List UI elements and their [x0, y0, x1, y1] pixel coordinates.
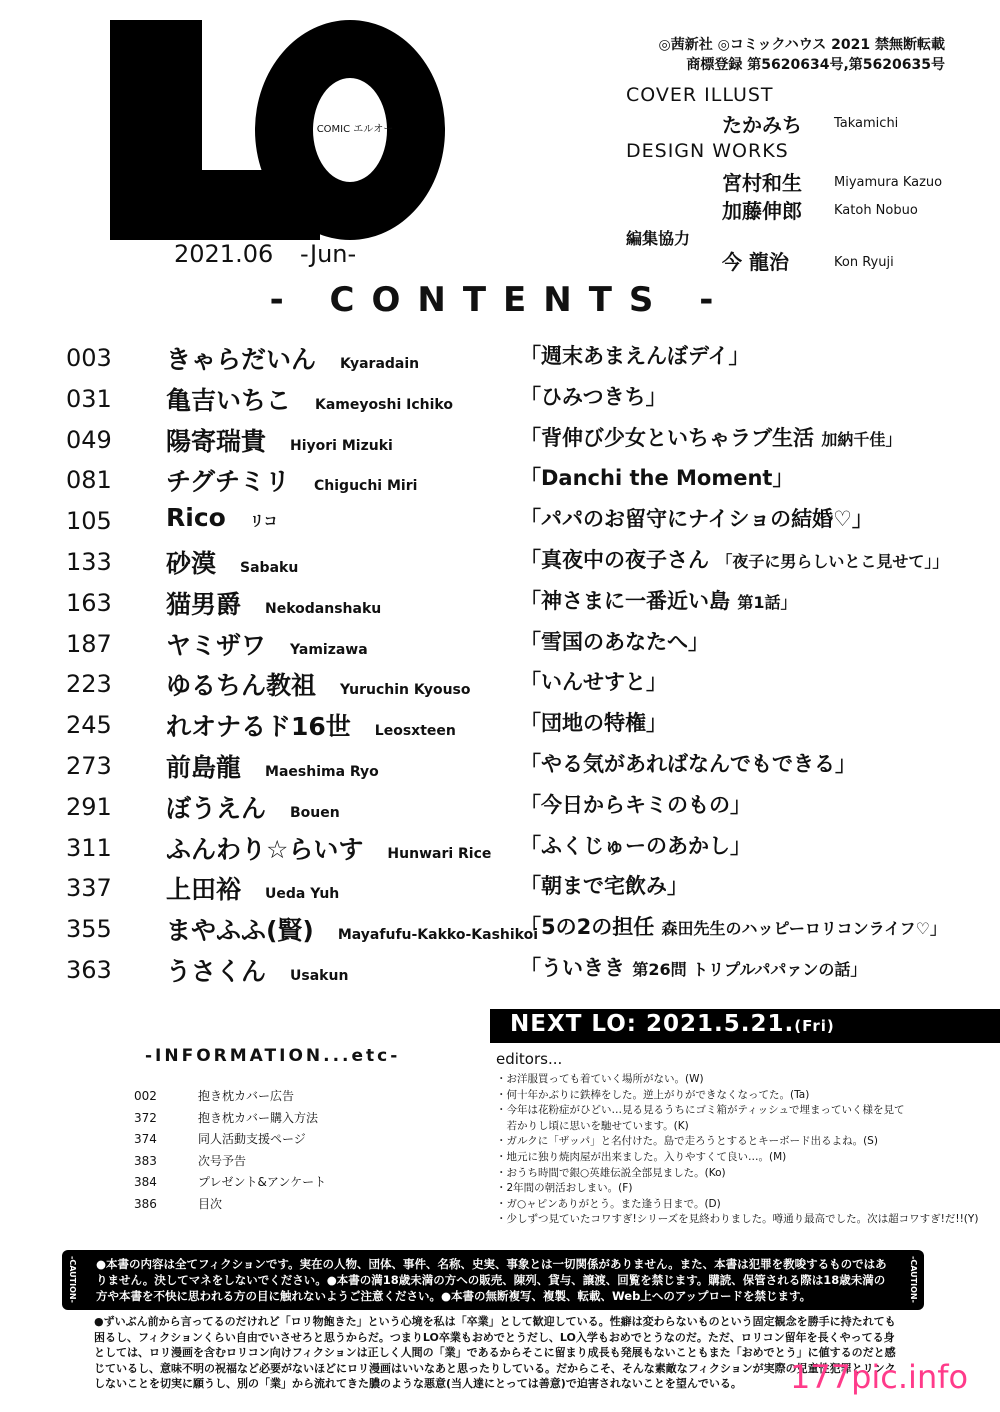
contents-author	[166, 666, 471, 702]
contents-author	[166, 707, 456, 743]
editor-comment: ・少しずつ見ていたコワすぎ!シリーズを見終わりました。噂通り最高でした。次は超コワすぎ!だ!!(Y)	[496, 1213, 979, 1226]
information-row	[134, 1130, 306, 1151]
contents-author	[166, 789, 340, 825]
author-name: まやふふ(賢)	[166, 916, 314, 946]
editor-heading: 編集協力	[626, 229, 691, 248]
contents-page: 223	[66, 670, 112, 699]
author-name: Rico	[166, 503, 226, 533]
information-text: 同人活動支援ページ	[198, 1132, 306, 1146]
contents-title-text	[520, 340, 750, 370]
contents-author	[166, 585, 381, 621]
issue-date: 2021.06	[174, 240, 274, 268]
information-page: 384	[134, 1175, 157, 1189]
author-roman: リコ	[249, 514, 278, 531]
author-roman: Yamizawa	[290, 641, 368, 658]
contents-title-text	[520, 707, 667, 737]
editor-comment: ・今年は花粉症がひどい…見る見るうちにゴミ箱がティッシュで埋まっていく様を見て	[496, 1104, 905, 1117]
author-name: きゃらだいん	[166, 345, 317, 374]
contents-title-text	[520, 462, 793, 492]
contents-page: 273	[66, 752, 112, 780]
contents-title-text	[520, 870, 688, 900]
contents-page: 133	[66, 548, 112, 576]
contents-author	[166, 952, 348, 988]
caution-box	[62, 1250, 924, 1310]
contents-title: - CONTENTS -	[269, 280, 731, 320]
contents-page: 049	[66, 425, 112, 454]
contents-author	[166, 544, 298, 580]
author-roman: Kameyoshi Ichiko	[315, 396, 453, 413]
contents-author	[166, 870, 339, 906]
editor-comment: ・ガ○ャピンありがとう。また逢う日まで。(D)	[496, 1197, 721, 1210]
contents-page: 163	[66, 588, 112, 617]
author-name: ぼうえん	[166, 793, 267, 823]
story-title: 「真夜中の夜子さん	[520, 548, 717, 572]
editor-comment: ・ガルクに「ザッパ」と名付けた。島で走ろうとするとキーボード出るよね。(S)	[496, 1135, 878, 1148]
story-subtitle: 加納千佳」	[821, 429, 902, 449]
contents-author	[166, 911, 538, 947]
author-roman: Ueda Yuh	[265, 886, 340, 903]
author-name: うさくん	[166, 957, 267, 986]
author-roman: Bouen	[290, 804, 340, 821]
author-name: 上田裕	[166, 875, 242, 905]
caution-side-left: -CAUTION-	[68, 1256, 77, 1303]
watermark: 177pic.info	[790, 1358, 969, 1396]
author-roman: Hiyori Mizuki	[290, 437, 393, 454]
story-title: 「5の2の担任	[520, 915, 662, 940]
author-roman: Usakun	[290, 968, 349, 984]
cover-illust-roman: Takamichi	[834, 116, 899, 131]
author-roman: Sabaku	[240, 560, 299, 576]
contents-row	[0, 707, 1000, 747]
editor-comment: 若かりし頃に思いを馳せています。(K)	[496, 1119, 689, 1132]
contents-author	[166, 381, 453, 417]
contents-author	[166, 340, 419, 376]
information-row	[134, 1173, 326, 1194]
design-name-1: 宮村和生	[722, 171, 802, 195]
contents-page: 355	[66, 915, 112, 944]
copyright: ◎茜新社 ◎コミックハウス 2021 禁無断転載	[658, 37, 945, 53]
contents-row	[0, 422, 1000, 462]
contents-title-text	[520, 952, 866, 982]
author-roman: Nekodanshaku	[265, 600, 382, 617]
contents-page: 245	[66, 711, 112, 740]
information-row	[134, 1195, 222, 1216]
author-roman: Hunwari Rice	[387, 845, 492, 862]
trademark: 商標登録 第5620634号,第5620635号	[686, 57, 945, 73]
story-title: 「朝まで宅飲み」	[520, 874, 688, 899]
contents-row	[0, 544, 1000, 584]
author-roman: Mayafufu-Kakko-Kashikoi	[337, 927, 539, 944]
contents-row	[0, 830, 1000, 870]
contents-page: 003	[66, 344, 112, 372]
cover-illust-name: たかみち	[722, 113, 802, 137]
next-issue-label: NEXT LO: 2021.5.21.	[510, 1011, 795, 1037]
story-title: 「いんせすと」	[520, 670, 667, 695]
contents-title-text	[520, 381, 667, 411]
information-page: 383	[134, 1153, 157, 1168]
contents-title-text	[520, 666, 667, 696]
author-roman: Kyaradain	[340, 356, 420, 372]
story-title: 「Danchi the Moment」	[520, 466, 794, 491]
next-issue-day: (Fri)	[794, 1017, 835, 1035]
contents-row	[0, 626, 1000, 666]
contents-row	[0, 748, 1000, 788]
editor-comment: ・何十年かぶりに鉄棒をした。逆上がりができなくなってた。(Ta)	[496, 1088, 810, 1101]
story-title: 「神さまに一番近い島	[520, 588, 738, 613]
contents-page: 187	[66, 629, 112, 658]
information-text: 抱き枕カバー広告	[198, 1089, 295, 1103]
information-text: 抱き枕カバー購入方法	[198, 1110, 319, 1125]
story-subtitle: 「夜子に男らしいとこ見せて」」	[716, 552, 949, 571]
story-subtitle: 第1話」	[737, 592, 797, 612]
information-page: 002	[134, 1089, 157, 1103]
author-roman: Maeshima Ryo	[265, 764, 379, 780]
contents-title-text	[520, 503, 873, 533]
editor-comment: ・お洋服買っても着ていく場所がない。(W)	[496, 1073, 704, 1085]
logo-subtitle: COMIC エルオー	[316, 124, 394, 135]
contents-author	[166, 830, 491, 866]
issue-month: -Jun-	[300, 240, 357, 268]
contents-page: 337	[66, 874, 112, 903]
contents-page: 105	[66, 507, 112, 536]
contents-row	[0, 381, 1000, 421]
author-name: 陽寄瑞貴	[166, 426, 267, 456]
story-title: 「団地の特権」	[520, 711, 667, 736]
author-name: 猫男爵	[166, 589, 242, 619]
story-title: 「雪国のあなたへ」	[520, 629, 709, 654]
bottom-note: ●ずいぶん前から言ってるのだけれど「ロリ物飽きた」という心境を私は「卒業」として歓迎している。性癖は変わらないものという固定観念を勝手に持たれても困るし、フィクションくらい自由でいさせろと思うからだ。つまりLO卒業もおめでとうだし、LO入学もおめでとうなのだ。ただ、ロリコン留年を長くやってる身としては、ロリ漫画を含むロリコン向けフィクションは正しく人間の「業」であるからそこに留まり成長も発展もないこともまた「おめでとう」に値するのだと感じているし、意味不明の祝福など必要がないほどにロリ漫画はいいなあと思ったりしている。だからこそ、そんな素敵なフィクションが実際の児童性犯罪とリンクしないことを切実に願うし、別の「業」から流れてきた膿のような悪意(当人達にとっては善意)で迫害されないことを望んでいる。	[94, 1315, 896, 1390]
story-subtitle: 第26問 トリプルパパァンの話」	[632, 960, 867, 979]
information-page: 374	[134, 1132, 157, 1146]
information-row	[134, 1109, 318, 1130]
contents-page: 291	[66, 792, 112, 821]
design-name-2: 加藤伸郎	[722, 199, 802, 223]
contents-author	[166, 748, 379, 784]
contents-author	[166, 503, 278, 532]
information-title: -INFORMATION...etc-	[145, 1046, 401, 1066]
story-title: 「ふくじゅーのあかし」	[520, 833, 751, 858]
editor-comment: ・地元に独り焼肉屋が出来ました。入りやすくて良い…。(M)	[496, 1151, 787, 1163]
design-roman-2: Katoh Nobuo	[834, 203, 918, 218]
author-name: れオナるド16世	[166, 712, 351, 742]
author-roman: Chiguchi Miri	[314, 478, 418, 495]
editor-comment: ・2年間の朝活おしまい。(F)	[496, 1182, 633, 1195]
author-name: ふんわり☆らいす	[166, 834, 364, 864]
story-title: 「やる気があればなんでもできる」	[520, 752, 856, 776]
design-roman-1: Miyamura Kazuo	[834, 175, 943, 190]
contents-title-text	[520, 544, 948, 574]
contents-row	[0, 789, 1000, 829]
caution-text: ●本書の内容は全てフィクションです。実在の人物、団体、事件、名称、史実、事象とは一切関係がありません。また、本書は犯罪を教唆するものではありません。決してマネをしないでください。●本書の満18歳未満の方への販売、陳列、貸与、譲渡、回覧を禁じます。購読、保管される際は18歳未満の方や本書を不快に思われる方の目に触れないようご注意ください。●本書の無断複写、複製、転載、Web上へのアップロードを禁じます。	[96, 1257, 887, 1303]
contents-row	[0, 666, 1000, 706]
story-subtitle: 森田先生のハッピーロリコンライフ♡」	[661, 919, 946, 939]
cover-illust-heading: COVER ILLUST	[626, 84, 774, 106]
design-works-heading: DESIGN WORKS	[626, 140, 789, 162]
information-row	[134, 1087, 294, 1108]
information-text: プレゼント&アンケート	[198, 1175, 327, 1189]
contents-page: 363	[66, 956, 112, 984]
author-name: ヤミザワ	[166, 630, 267, 660]
contents-author	[166, 626, 368, 662]
contents-title-text	[520, 585, 796, 615]
contents-page: 311	[66, 833, 112, 862]
contents-title-text	[520, 626, 709, 656]
editor-roman: Kon Ryuji	[834, 255, 894, 270]
story-title: 「今日からキミのもの」	[520, 792, 751, 817]
contents-row	[0, 585, 1000, 625]
information-text: 目次	[198, 1196, 223, 1211]
story-title: 「週末あまえんぼデイ」	[520, 344, 750, 368]
contents-author	[166, 462, 417, 498]
story-title: 「ひみつきち」	[520, 384, 667, 409]
contents-row	[0, 340, 1000, 380]
contents-title-text	[520, 748, 856, 778]
author-name: 前島龍	[166, 753, 242, 782]
author-roman: Yuruchin Kyouso	[340, 682, 471, 699]
caution-side-right: -CAUTION-	[909, 1256, 918, 1303]
contents-page: 031	[66, 384, 112, 413]
information-page: 386	[134, 1196, 157, 1211]
editors-title: editors...	[496, 1050, 563, 1068]
author-name: 砂漠	[166, 549, 217, 578]
editor-name: 今 龍治	[722, 250, 789, 274]
author-name: チグチミリ	[166, 467, 291, 497]
information-text: 次号予告	[198, 1153, 247, 1168]
contents-title-text	[520, 911, 946, 941]
editor-comment: ・おうち時間で銀○英雄伝説全部見ました。(Ko)	[496, 1166, 726, 1179]
author-roman: Leosxteen	[374, 723, 456, 740]
contents-title-text	[520, 789, 751, 819]
contents-row	[0, 503, 1000, 543]
contents-row	[0, 462, 1000, 502]
contents-title-text	[520, 830, 751, 860]
information-row	[134, 1152, 246, 1173]
author-name: ゆるちん教祖	[166, 671, 317, 701]
author-name: 亀吉いちこ	[166, 385, 292, 415]
contents-page: 081	[66, 466, 112, 495]
contents-row	[0, 952, 1000, 992]
contents-row	[0, 870, 1000, 910]
story-title: 「背伸び少女といちゃラブ生活	[520, 425, 822, 450]
contents-title-text	[520, 422, 901, 452]
story-title: 「ういきき	[520, 956, 633, 980]
information-page: 372	[134, 1110, 157, 1125]
contents-row	[0, 911, 1000, 951]
story-title: 「パパのお留守にナイショの結婚♡」	[520, 507, 873, 532]
contents-author	[166, 422, 393, 458]
next-issue-bar	[490, 1009, 1000, 1043]
